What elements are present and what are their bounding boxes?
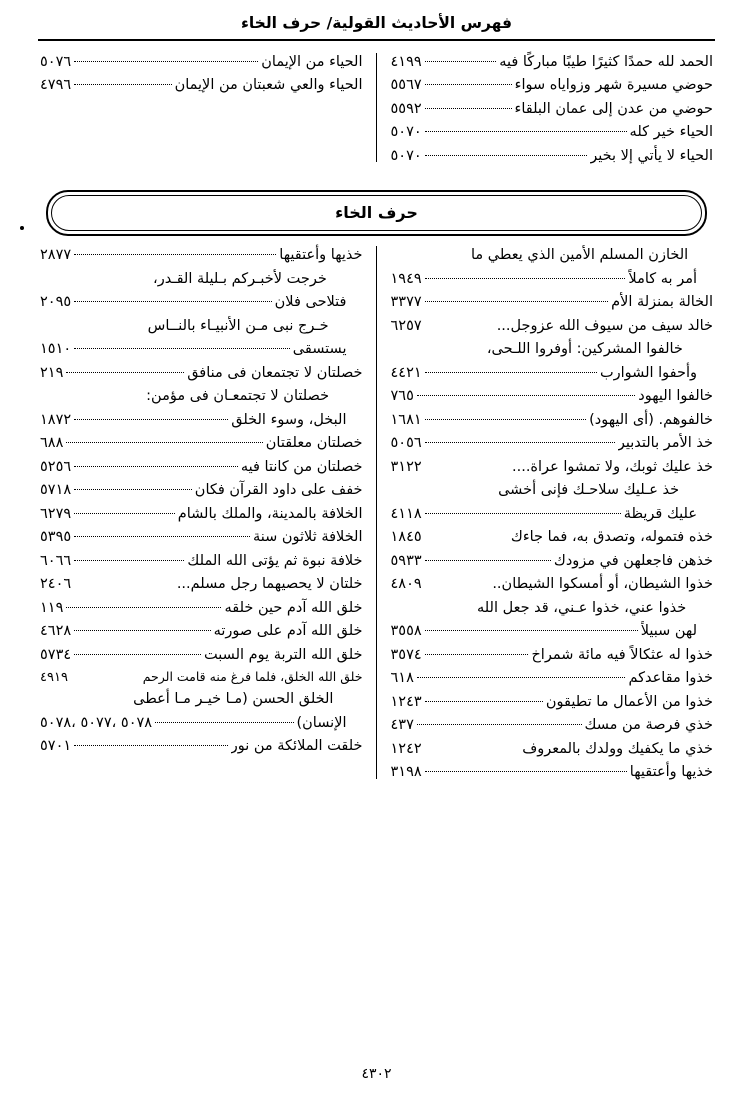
index-entry[interactable]	[391, 620, 714, 643]
index-entry[interactable]	[40, 74, 363, 97]
index-entry-title: الحمد لله حمدًا كثيرًا طيبًا مباركًا فيه	[499, 54, 713, 70]
leader-dots	[425, 325, 494, 326]
leader-dots	[425, 653, 529, 655]
index-entry[interactable]	[40, 338, 363, 361]
index-entry-title: أمر به كاملاً	[628, 270, 697, 287]
leader-dots	[425, 770, 627, 772]
leader-dots	[394, 254, 444, 255]
index-entry-title: خذيها وأعتقيها	[279, 247, 363, 264]
index-entry[interactable]	[391, 503, 714, 526]
index-entry-title: خذوا من الأعمال ما تطيقون	[545, 693, 713, 710]
index-entry-number: ٦٨٨	[40, 435, 64, 452]
leader-dots	[66, 371, 184, 373]
leader-dots	[74, 418, 228, 420]
index-entry-title: يستسقى	[292, 341, 347, 358]
leader-dots	[66, 441, 262, 443]
leader-dots	[74, 300, 271, 302]
index-entry[interactable]	[391, 597, 714, 620]
index-entry[interactable]	[391, 291, 714, 314]
section-banner-wrapper	[46, 190, 707, 236]
index-entry[interactable]	[40, 526, 363, 549]
bottom-right-column	[377, 244, 714, 784]
index-entry-number: ١٩٤٩	[390, 270, 422, 287]
section-banner	[46, 190, 707, 236]
leader-dots	[425, 60, 497, 62]
index-entry-title: عليك قريظة	[623, 505, 697, 522]
index-entry[interactable]	[40, 688, 363, 711]
index-entry-number: ٣١٩٨	[390, 764, 422, 781]
index-entry-title: خصلتان لا تجتمعان فى منافق	[187, 364, 363, 381]
index-entry-title: خلق الله آدم حين خلقه	[224, 599, 363, 616]
index-entry-title: خلتان لا يحصيهما رجل مسلم...	[176, 576, 363, 593]
index-entry[interactable]	[391, 362, 714, 385]
index-entry-number: ٥٧١٨	[40, 482, 72, 499]
index-entry-number: ٦٠٦٦	[40, 552, 72, 569]
leader-dots	[425, 583, 490, 584]
index-entry-number: ٥٣٩٥	[40, 529, 72, 546]
leader-dots	[425, 107, 512, 109]
index-entry-number: ١٦٨١	[390, 411, 422, 428]
index-entry-number: ١١٩	[40, 599, 64, 616]
index-entry[interactable]	[40, 409, 363, 432]
index-entry-number: ٣٥٥٨	[390, 623, 422, 640]
index-entry-title: خفف على داود القرآن فكان	[194, 482, 363, 499]
index-entry-title: خذه فتموله، وتصدق به، فما جاءك	[510, 529, 713, 546]
leader-dots	[74, 629, 210, 631]
index-entry-title: خذ عليك ثوبك، ولا تمشوا عراة....	[512, 458, 713, 475]
index-entry[interactable]	[40, 432, 363, 455]
index-entry-number: ٥٠٧٠	[390, 124, 422, 141]
index-entry[interactable]	[40, 573, 363, 596]
index-entry-title: خلافة نبوة ثم يؤتى الله الملك	[187, 552, 363, 569]
index-entry[interactable]	[391, 409, 714, 432]
index-entry-title: الخالة بمنزلة الأم	[611, 294, 713, 311]
leader-dots	[425, 154, 588, 156]
leader-dots	[74, 559, 184, 561]
index-entry[interactable]	[40, 550, 363, 573]
column-divider	[376, 53, 377, 162]
index-entry[interactable]	[40, 644, 363, 667]
leader-dots	[74, 83, 171, 85]
index-entry-number: ١٥١٠	[40, 341, 72, 358]
index-entry[interactable]	[40, 51, 363, 74]
index-entry[interactable]	[40, 667, 363, 688]
index-entry[interactable]	[40, 268, 363, 291]
index-entry[interactable]	[391, 51, 714, 74]
index-entry-title: خذوا الشيطان، أو أمسكوا الشيطان..	[492, 576, 713, 593]
leader-dots	[425, 83, 512, 85]
index-entry[interactable]	[40, 456, 363, 479]
leader-dots	[74, 744, 228, 746]
top-right-column	[377, 51, 714, 168]
index-entry[interactable]	[391, 550, 714, 573]
index-entry-number: ٤٤٢١	[390, 364, 422, 381]
page-number: ٤٣٠٢	[361, 1066, 392, 1082]
leader-dots	[425, 629, 638, 631]
bottom-index-columns	[40, 244, 713, 784]
index-entry-title: خلقت الملائكة من نور	[230, 738, 363, 755]
index-entry-title: خذ الأمر بالتدبير	[617, 435, 713, 452]
leader-dots	[417, 723, 582, 725]
index-entry[interactable]	[40, 597, 363, 620]
leader-dots	[74, 583, 174, 584]
index-entry-number: ٣٣٧٧	[390, 294, 422, 311]
leader-dots	[43, 395, 110, 396]
top-left-column	[40, 51, 377, 168]
index-entry-title: خذوا عني، خذوا عـني، قد جعل الله	[476, 599, 687, 616]
index-entry[interactable]	[40, 385, 363, 408]
index-entry[interactable]	[391, 74, 714, 97]
header-rule	[38, 39, 715, 41]
index-entry-title: خـرج نبى مـن الأنبيـاء بالنــاس	[147, 317, 329, 334]
index-entry[interactable]	[40, 291, 363, 314]
index-entry-number: ٦١٨	[390, 670, 414, 687]
leader-dots	[74, 60, 258, 62]
index-entry-title: خذي فرصة من مسك	[584, 717, 713, 734]
index-entry-number: ٦٢٥٧	[390, 317, 422, 334]
index-entry[interactable]	[391, 338, 714, 361]
index-entry-number: ٤١١٨	[390, 505, 422, 522]
leader-dots	[425, 418, 586, 420]
index-entry-number: ١٢٤٢	[390, 740, 422, 757]
index-entry-number: ٥٠٥٦	[390, 435, 422, 452]
index-entry-title: الخلق الحسن (مـا خيـر مـا أعطى	[133, 691, 334, 708]
index-entry[interactable]	[40, 479, 363, 502]
index-entry-number: ٥٥٩٢	[390, 100, 422, 117]
leader-dots	[74, 253, 276, 255]
index-entry[interactable]	[391, 244, 714, 267]
index-entry-number: ٥٠٧٨ ،٥٠٧٧ ،٥٠٧٨	[40, 714, 153, 731]
index-entry-number: ٥٠٧٦	[40, 54, 72, 70]
index-entry-number: ٤٧٩٦	[40, 77, 72, 94]
index-entry-title: خذيها وأعتقيها	[629, 764, 713, 781]
index-entry[interactable]	[391, 526, 714, 549]
leader-dots	[425, 300, 608, 302]
index-entry-title: خلق الله الخلق، فلما فرغ منه قامت الرحم	[142, 669, 363, 685]
leader-dots	[417, 394, 635, 396]
margin-dot-icon	[20, 226, 24, 230]
index-entry-title: الخلافة بالمدينة، والملك بالشام	[177, 505, 363, 522]
index-entry-title: خرجت لأخبـركم بـليلة القـدر،	[153, 270, 327, 287]
page-header: فهرس الأحاديث القولية/ حرف الخاء	[240, 14, 513, 32]
index-entry[interactable]	[391, 667, 714, 690]
index-entry-number: ٤٦٢٨	[40, 623, 72, 640]
index-entry[interactable]	[391, 691, 714, 714]
leader-dots	[425, 371, 597, 373]
leader-dots	[425, 748, 520, 749]
index-entry[interactable]	[391, 98, 714, 121]
index-entry-title: فتلاحى فلان	[274, 294, 347, 311]
index-entry[interactable]	[391, 145, 714, 168]
index-entry-number: ٦٢٧٩	[40, 505, 72, 522]
index-entry-title: الحياء من الإيمان	[261, 54, 363, 70]
index-entry[interactable]	[391, 121, 714, 144]
top-index-columns	[40, 51, 713, 168]
index-entry-number: ٥٧٣٤	[40, 646, 72, 663]
leader-dots	[43, 325, 111, 326]
leader-dots	[74, 653, 201, 655]
index-entry-title: خلق الله آدم على صورته	[213, 623, 363, 640]
index-entry-title: خذي ما يكفيك وولدك بالمعروف	[522, 740, 713, 757]
index-entry[interactable]	[391, 385, 714, 408]
index-entry[interactable]	[40, 315, 363, 338]
index-entry-number: ١٨٤٥	[390, 529, 422, 546]
index-entry-title: لهن سبيلاً	[640, 623, 697, 640]
leader-dots	[425, 466, 509, 467]
index-entry-title: حوضي مسيرة شهر وزواياه سواء	[514, 77, 713, 94]
leader-dots	[425, 277, 626, 279]
leader-dots	[74, 465, 238, 467]
index-entry[interactable]	[391, 738, 714, 761]
index-entry-number: ٤٨٠٩	[390, 576, 422, 593]
leader-dots	[74, 347, 290, 349]
index-entry-title: خلق الله التربة يوم السبت	[204, 646, 363, 663]
index-entry-title: خالفوا المشركين: أوفروا اللـحى،	[486, 341, 683, 358]
index-entry[interactable]	[391, 315, 714, 338]
index-entry-number: ٥٢٥٦	[40, 458, 72, 475]
index-entry[interactable]	[391, 268, 714, 291]
index-entry-number: ٤٣٧	[390, 717, 414, 734]
index-entry-title: خالفوا اليهود	[638, 388, 713, 405]
index-entry[interactable]	[391, 456, 714, 479]
index-entry-title: حوضي من عدن إلى عمان البلقاء	[514, 100, 713, 117]
index-entry-title: خذوا مقاعدكم	[628, 670, 713, 687]
index-entry-number: ٥٥٦٧	[390, 77, 422, 94]
leader-dots	[425, 130, 627, 132]
index-entry-title: خالفوهم. (أى اليهود)	[589, 411, 713, 428]
index-entry[interactable]	[40, 735, 363, 758]
column-divider-2	[376, 246, 377, 778]
section-banner-title: حرف الخاء	[51, 195, 702, 231]
index-entry-title: خالد سيف من سيوف الله عزوجل...	[496, 317, 713, 334]
index-entry-number: ٧٦٥	[390, 388, 414, 405]
leader-dots	[425, 512, 621, 514]
index-entry[interactable]	[391, 714, 714, 737]
index-entry-number: ١٢٤٣	[390, 693, 422, 710]
leader-dots	[417, 676, 626, 678]
index-entry-title: خصلتان من كانتا فيه	[240, 458, 363, 475]
index-entry-number: ٤١٩٩	[390, 54, 422, 70]
index-entry-title: الخلافة ثلاثون سنة	[252, 529, 363, 546]
leader-dots	[425, 559, 551, 561]
leader-dots	[155, 721, 293, 723]
leader-dots	[74, 535, 250, 537]
index-entry-number: ٥٧٠١	[40, 738, 72, 755]
index-entry-title: الخازن المسلم الأمين الذي يعطي ما	[470, 247, 689, 264]
index-entry-title: الحياء خير كله	[629, 124, 713, 141]
leader-dots	[394, 348, 454, 349]
leader-dots	[425, 700, 543, 702]
leader-dots	[43, 278, 114, 279]
index-entry[interactable]	[40, 362, 363, 385]
bottom-left-column	[40, 244, 377, 784]
index-entry[interactable]	[40, 244, 363, 267]
index-entry-title: خذهن فاجعلهن في مزودك	[553, 552, 713, 569]
index-entry-number: ٢٤٠٦	[40, 576, 72, 593]
index-entry-title: خصلتان معلقتان	[265, 435, 363, 452]
index-entry[interactable]	[40, 712, 363, 735]
index-entry-number: ٢٨٧٧	[40, 247, 72, 264]
index-entry[interactable]	[391, 761, 714, 784]
index-entry-title: الحياء لا يأتي إلا بخير	[590, 147, 713, 164]
leader-dots	[66, 606, 221, 608]
index-entry[interactable]	[40, 503, 363, 526]
leader-dots	[394, 489, 462, 490]
index-entry-title: وأحفوا الشوارب	[599, 364, 697, 381]
index-entry-number: ٣١٢٢	[390, 458, 422, 475]
index-entry-number: ٥٩٣٣	[390, 552, 422, 569]
leader-dots	[425, 536, 508, 537]
leader-dots	[43, 698, 101, 699]
index-entry-number: ٥٠٧٠	[390, 147, 422, 164]
index-entry-number: ١٨٧٢	[40, 411, 72, 428]
index-entry-title: خذ عـليك سلاحـك فإنى أخشى	[498, 482, 680, 499]
index-entry[interactable]	[391, 644, 714, 667]
index-entry[interactable]	[391, 479, 714, 502]
index-entry[interactable]	[391, 573, 714, 596]
index-entry-title: خصلتان لا تجتمعـان فى مؤمن:	[146, 388, 330, 405]
index-entry[interactable]	[40, 620, 363, 643]
index-entry-title: الحياء والعي شعبتان من الإيمان	[174, 77, 363, 94]
leader-dots	[393, 607, 447, 608]
index-entry-number: ٣٥٧٤	[390, 646, 422, 663]
index-entry[interactable]	[391, 432, 714, 455]
leader-dots	[425, 441, 615, 443]
index-entry-number: ٢٠٩٥	[40, 294, 72, 311]
index-entry-title: الإنسان)	[296, 714, 347, 731]
leader-dots	[74, 512, 175, 514]
index-entry-number: ٢١٩	[40, 364, 64, 381]
index-entry-title: خذوا له عثكالاً فيه مائة شمراخ	[531, 646, 713, 663]
index-entry-number: ٤٩١٩	[40, 670, 68, 686]
index-entry-title: البخل، وسوء الخلق	[231, 411, 347, 428]
leader-dots	[74, 488, 192, 490]
leader-dots	[71, 676, 140, 677]
